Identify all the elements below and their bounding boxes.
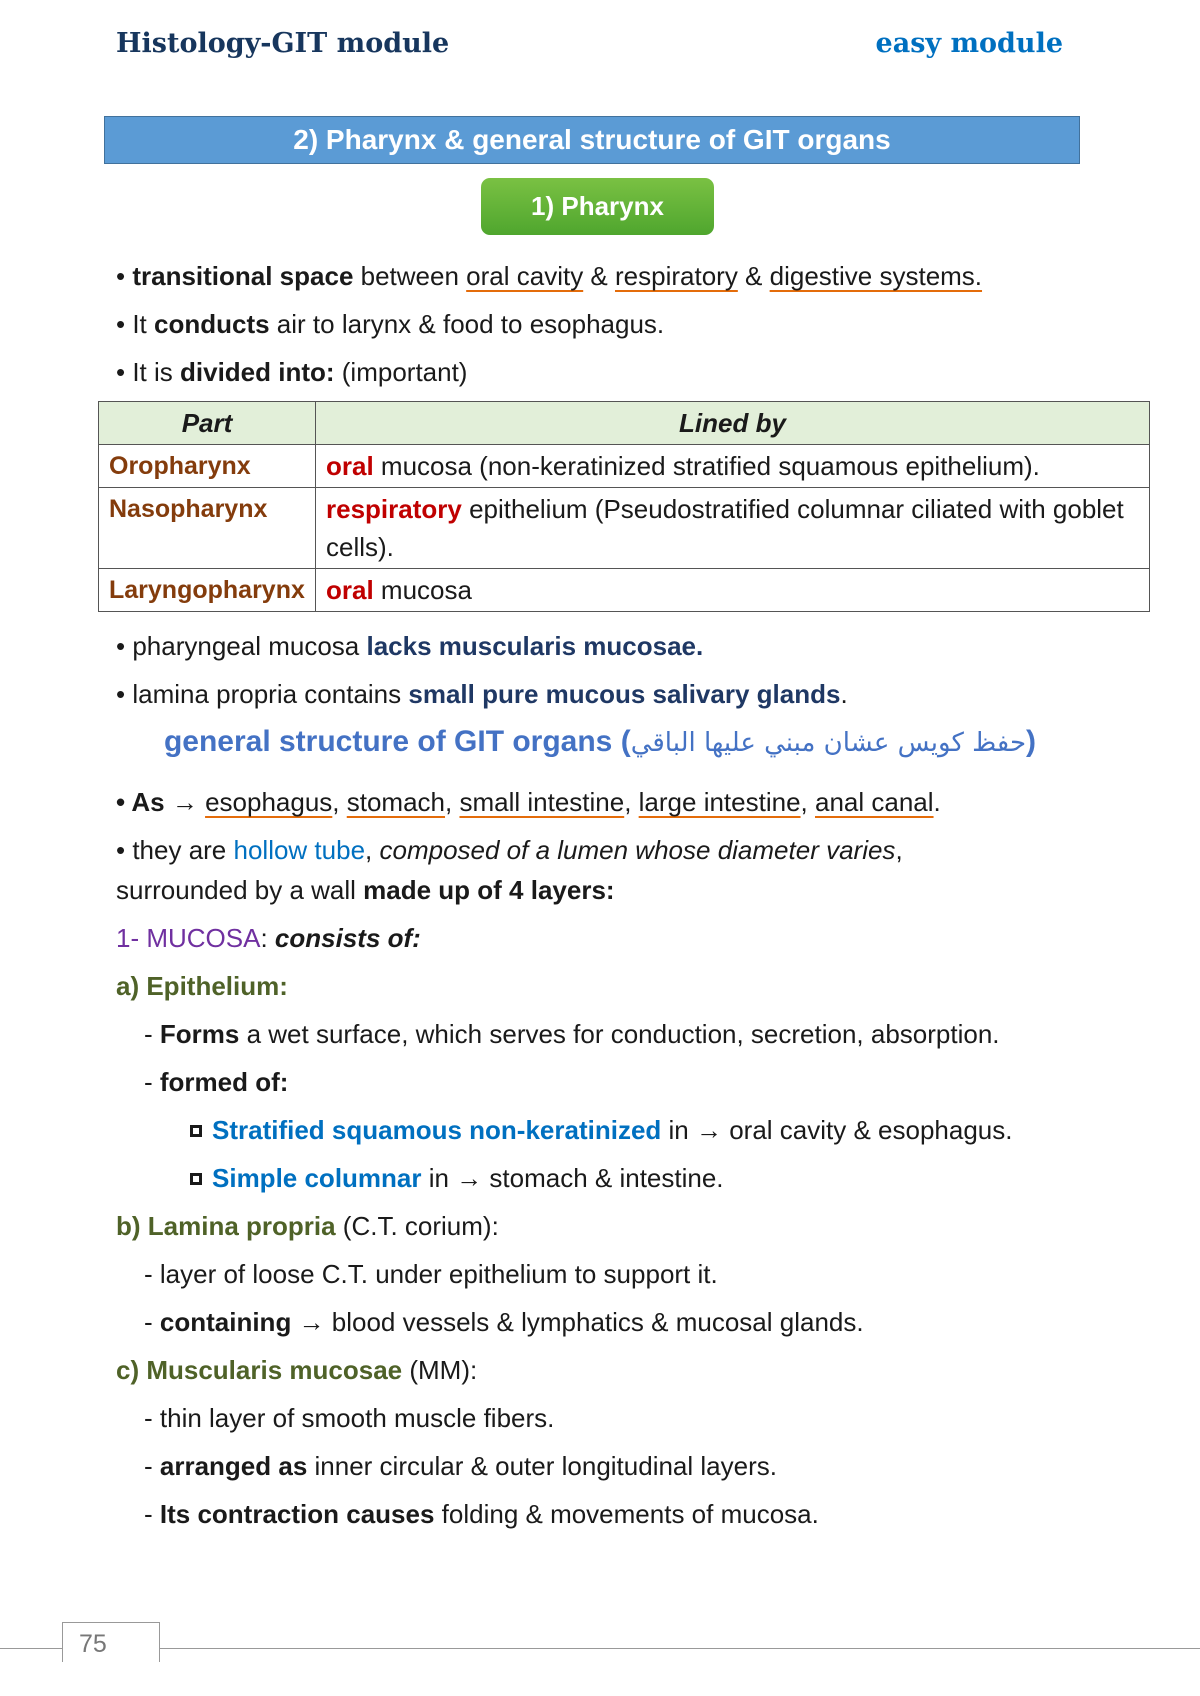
text: , <box>365 835 380 865</box>
sep: , <box>445 787 460 817</box>
bold-text: transitional space <box>132 261 354 291</box>
part-cell: Laryngopharynx <box>99 569 316 612</box>
table-row <box>99 488 1150 569</box>
lining-text: epithelium (Pseudostratified columnar ciliated with goblet cells). <box>326 494 1124 562</box>
muscularis-line-2 <box>144 1448 777 1484</box>
bold-text: made up of 4 layers: <box>363 875 615 905</box>
column-header-lined-by: Lined by <box>316 402 1150 445</box>
hollow-tube-line <box>116 832 903 868</box>
lining-key: oral <box>326 451 374 481</box>
lining-cell <box>316 445 1150 488</box>
footer-rule <box>160 1648 1200 1649</box>
layer-title: 1- MUCOSA <box>116 923 261 953</box>
lining-cell <box>316 488 1150 569</box>
text: • they are <box>116 835 234 865</box>
bold-text: Forms <box>159 1019 240 1049</box>
heading-text: general structure of GIT organs ( <box>163 725 631 758</box>
pharynx-line-3 <box>116 354 467 390</box>
bold-text: conducts <box>154 309 270 339</box>
bold-text: formed of: <box>159 1067 289 1097</box>
lining-text: mucosa <box>373 575 472 605</box>
highlight-text: Stratified squamous non-keratinized <box>212 1115 662 1145</box>
text: between <box>353 261 467 291</box>
table-header-row <box>99 402 1150 445</box>
lining-text: mucosa (non-keratinized stratified squamous epithelium). <box>373 451 1040 481</box>
epithelium-item-1 <box>190 1112 1012 1148</box>
highlight-text: lacks muscularis mucosae. <box>366 631 704 661</box>
pharynx-line-2 <box>116 306 664 342</box>
dash: - <box>144 1019 160 1049</box>
organ: small intestine <box>459 787 625 817</box>
sep: , <box>624 787 639 817</box>
lamina-line-1: - layer of loose C.T. under epithelium to support it. <box>144 1259 718 1289</box>
sep: , <box>332 787 347 817</box>
text: inner circular & outer longitudinal layers. <box>307 1451 777 1481</box>
text: . <box>933 787 941 817</box>
text: (important) <box>334 357 468 387</box>
part-cell: Oropharynx <box>99 445 316 488</box>
header-module-title: Histology-GIT module <box>116 28 450 59</box>
epithelium-item-2 <box>190 1160 724 1196</box>
sublayer-title: b) Lamina propria <box>116 1211 336 1241</box>
bold-text: divided into: <box>180 357 335 387</box>
text: in → oral cavity & esophagus. <box>661 1115 1013 1145</box>
general-structure-heading <box>0 725 1200 759</box>
underlined-text: oral cavity <box>466 261 584 291</box>
bold-text: • As <box>116 787 165 817</box>
muscularis-line-3 <box>144 1496 819 1532</box>
column-header-part: Part <box>99 402 316 445</box>
dash: - <box>144 1451 160 1481</box>
text: (MM): <box>402 1355 478 1385</box>
text: • It is <box>116 357 180 387</box>
highlight-text: Simple columnar <box>212 1163 422 1193</box>
bold-text: arranged as <box>159 1451 308 1481</box>
square-bullet-icon <box>190 1173 202 1185</box>
pharynx-line-1 <box>116 258 982 294</box>
organ: anal canal <box>815 787 934 817</box>
epithelium-title: a) Epithelium: <box>116 971 288 1001</box>
mucosa-title <box>116 920 421 956</box>
sep: , <box>800 787 815 817</box>
text: • lamina propria contains <box>116 679 409 709</box>
sublayer-title: c) Muscularis mucosae <box>116 1355 403 1385</box>
italic-text: composed of a lumen whose diameter varies <box>379 835 896 865</box>
organ: esophagus <box>205 787 333 817</box>
text: air to larynx & food to esophagus. <box>269 309 665 339</box>
text: (C.T. corium): <box>335 1211 499 1241</box>
arabic-note: حفظ كويس عشان مبني عليها الباقي <box>630 728 1027 758</box>
text: & <box>583 261 615 291</box>
arrow: → <box>164 787 206 817</box>
lining-key: respiratory <box>326 494 462 524</box>
text: . <box>840 679 848 709</box>
bold-text: containing <box>159 1307 292 1337</box>
underlined-text: respiratory <box>615 261 738 291</box>
header-module-tag: easy module <box>875 28 1063 59</box>
lamina-note-line <box>116 676 848 712</box>
muscularis-mucosae-title <box>116 1352 477 1388</box>
lining-cell <box>316 569 1150 612</box>
bold-italic-text: consists of: <box>274 923 421 953</box>
footer-rule-left <box>0 1648 62 1649</box>
text: folding & movements of mucosa. <box>434 1499 819 1529</box>
text: : <box>260 923 275 953</box>
bullet: • <box>116 261 133 291</box>
highlight-text: small pure mucous salivary glands <box>408 679 841 709</box>
dash: - <box>144 1499 160 1529</box>
table-row <box>99 569 1150 612</box>
organs-line <box>116 784 941 820</box>
subsection-pill: 1) Pharynx <box>481 178 714 235</box>
text: & <box>737 261 770 291</box>
text: in → stomach & intestine. <box>421 1163 724 1193</box>
page-number: 75 <box>62 1622 160 1662</box>
organ: stomach <box>346 787 446 817</box>
bold-text: Its contraction causes <box>159 1499 435 1529</box>
lining-key: oral <box>326 575 374 605</box>
table-row <box>99 445 1150 488</box>
text: a wet surface, which serves for conduction, secretion, absorption. <box>239 1019 1000 1049</box>
epithelium-line-2 <box>144 1064 288 1100</box>
underlined-text: digestive systems. <box>769 261 983 291</box>
pharynx-parts-table <box>98 401 1150 612</box>
lamina-propria-title <box>116 1208 499 1244</box>
dash: - <box>144 1067 160 1097</box>
organ: large intestine <box>638 787 801 817</box>
lamina-line-2 <box>144 1304 864 1340</box>
highlight-text: hollow tube <box>233 835 366 865</box>
text: • It <box>116 309 154 339</box>
text: • pharyngeal mucosa <box>116 631 367 661</box>
square-bullet-icon <box>190 1125 202 1137</box>
heading-close: ) <box>1026 725 1037 758</box>
text: surrounded by a wall <box>116 875 364 905</box>
part-cell: Nasopharynx <box>99 488 316 569</box>
mucosa-note-line <box>116 628 703 664</box>
text: → blood vessels & lymphatics & mucosal glands. <box>291 1307 864 1337</box>
wall-line <box>116 872 615 908</box>
muscularis-line-1: - thin layer of smooth muscle fibers. <box>144 1403 555 1433</box>
epithelium-line-1 <box>144 1016 1000 1052</box>
section-banner: 2) Pharynx & general structure of GIT organs <box>104 116 1080 164</box>
text: , <box>895 835 903 865</box>
dash: - <box>144 1307 160 1337</box>
